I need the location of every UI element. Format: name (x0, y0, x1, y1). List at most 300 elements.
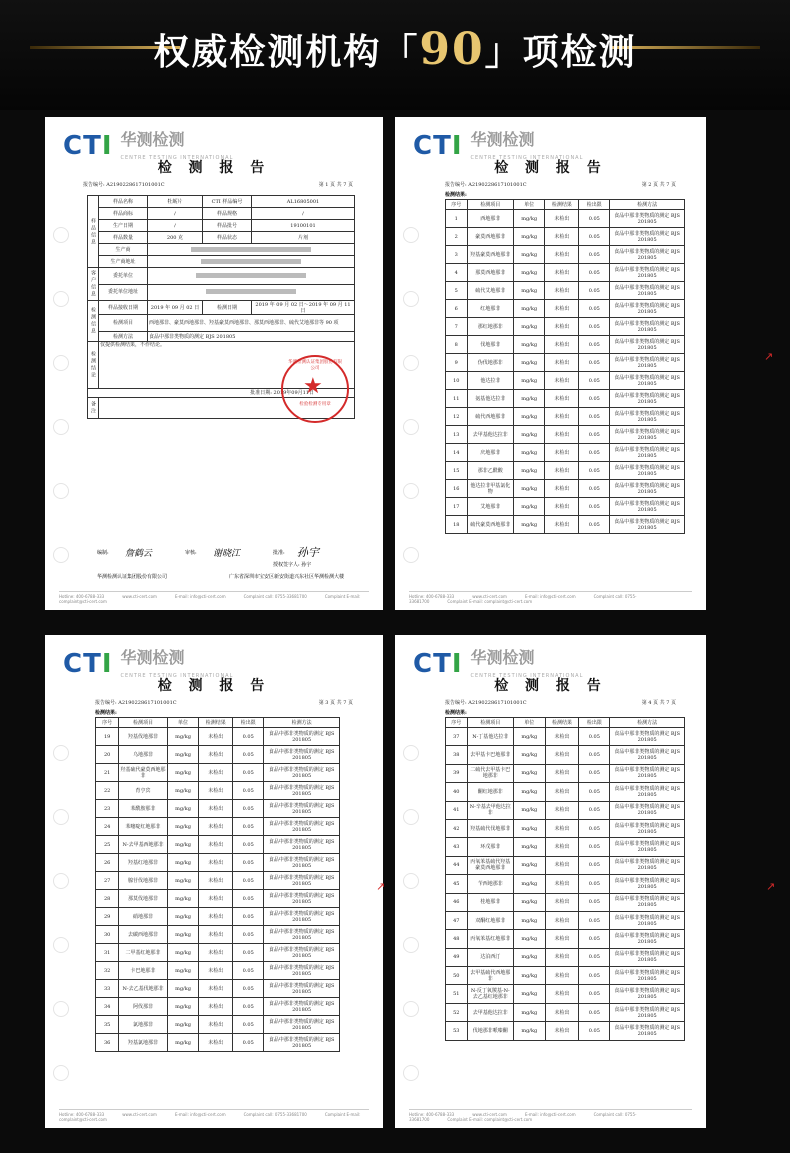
result-cell: 未检出 (199, 980, 233, 998)
watermark-icon (403, 419, 419, 435)
signer-name: 授权签字人: 孙宇 (273, 562, 312, 568)
unit-cell: mg/kg (513, 426, 544, 444)
table-header-row (446, 200, 685, 210)
item-number: 37 (446, 728, 468, 746)
method-cell: 食品中那非类物质的测定 BJS 201805 (610, 911, 685, 929)
unit-cell: mg/kg (514, 1003, 545, 1021)
field-label: 生产商地址 (99, 256, 148, 268)
limit-cell: 0.05 (579, 408, 610, 426)
item-name: 西地那非 (467, 210, 513, 228)
report-number: 报告编号: A2190228617101001C (95, 700, 177, 706)
item-name: 去甲基他达拉非 (467, 426, 513, 444)
unit-cell: mg/kg (514, 875, 545, 893)
method-cell: 食品中那非类物质的测定 BJS 201805 (610, 801, 685, 819)
column-header: 检测结果 (199, 718, 233, 728)
unit-cell: mg/kg (514, 764, 545, 782)
result-cell: 未检出 (545, 801, 579, 819)
unit-cell: mg/kg (167, 944, 199, 962)
item-name: 红地那非 (467, 300, 513, 318)
method-cell: 食品中那非类物质的测定 BJS 201805 (264, 872, 340, 890)
unit-cell: mg/kg (167, 782, 199, 800)
item-name: 去甲基他达拉非 (467, 1003, 514, 1021)
result-cell: 未检出 (545, 480, 579, 498)
report-number: 报告编号: A2190228617101001C (83, 182, 165, 188)
field-value: 2019 年 09 月 02 日 (148, 301, 203, 315)
table-row (446, 985, 685, 1003)
unit-cell: mg/kg (167, 980, 199, 998)
item-number: 39 (446, 764, 468, 782)
unit-cell: mg/kg (167, 836, 199, 854)
side-decoration-icon: ↗ (376, 880, 386, 893)
result-cell: 未检出 (545, 390, 579, 408)
unit-cell: mg/kg (513, 444, 544, 462)
cti-logo-cn: 华测检测 CENTRE TESTING INTERNATIONAL (471, 131, 584, 167)
official-stamp (281, 355, 349, 423)
limit-cell: 0.05 (233, 818, 264, 836)
column-header: 序号 (446, 200, 468, 210)
table-row (446, 246, 685, 264)
reviewer-label: 审核: (185, 550, 197, 556)
column-header: 检出限 (579, 200, 610, 210)
redacted-block (191, 247, 311, 252)
item-name: 伪伐地那非 (467, 354, 513, 372)
column-header: 检测项目 (467, 200, 513, 210)
field-value: 片剂 (252, 232, 355, 244)
item-number: 34 (96, 998, 119, 1016)
redacted-block (196, 273, 306, 278)
table-row (446, 318, 685, 336)
side-decoration-icon: ↗ (764, 350, 774, 363)
field-label: 样品数量 (99, 232, 148, 244)
table-row (446, 838, 685, 856)
unit-cell: mg/kg (167, 998, 199, 1016)
unit-cell: mg/kg (513, 246, 544, 264)
limit-cell: 0.05 (233, 1034, 264, 1052)
method-cell: 食品中那非类物质的测定 BJS 201805 (610, 246, 685, 264)
item-name: 羟基豪莫西地那非 (467, 246, 513, 264)
report-page-2 (395, 117, 706, 610)
item-number: 52 (446, 1003, 468, 1021)
result-cell: 未检出 (545, 246, 579, 264)
limit-cell: 0.05 (233, 872, 264, 890)
cti-logo-cn: 华测检测 CENTRE TESTING INTERNATIONAL (471, 649, 584, 685)
column-header: 检测项目 (467, 718, 514, 728)
unit-cell: mg/kg (513, 480, 544, 498)
field-label: CTI 样品编号 (203, 196, 252, 208)
watermark-icon (403, 227, 419, 243)
unit-cell: mg/kg (513, 390, 544, 408)
method-cell: 食品中那非类物质的测定 BJS 201805 (610, 462, 685, 480)
result-cell: 未检出 (199, 908, 233, 926)
cti-logo-cn: 华测检测 CENTRE TESTING INTERNATIONAL (121, 131, 234, 167)
watermark-icon (403, 873, 419, 889)
editor-label: 编制: (97, 550, 109, 556)
unit-cell: mg/kg (167, 1034, 199, 1052)
item-name: N-去乙基伐地那非 (119, 980, 167, 998)
limit-cell: 0.05 (579, 728, 610, 746)
table-row (96, 836, 340, 854)
result-cell: 未检出 (545, 498, 579, 516)
item-name: 苯酰胺那非 (119, 800, 167, 818)
column-header: 检测方法 (610, 718, 685, 728)
unit-cell: mg/kg (513, 210, 544, 228)
limit-cell: 0.05 (579, 444, 610, 462)
unit-cell: mg/kg (514, 819, 545, 837)
table-row (96, 1034, 340, 1052)
unit-cell: mg/kg (514, 893, 545, 911)
method-cell: 食品中那非类物质的测定 BJS 201805 (264, 764, 340, 782)
method-cell: 食品中那非类物质的测定 BJS 201805 (610, 408, 685, 426)
column-header: 序号 (446, 718, 468, 728)
item-name: 羟基硫代伐地那非 (467, 819, 514, 837)
table-row (446, 893, 685, 911)
method-cell: 食品中那非类物质的测定 BJS 201805 (610, 264, 685, 282)
table-row (446, 210, 685, 228)
item-number: 26 (96, 854, 119, 872)
limit-cell: 0.05 (579, 462, 610, 480)
method-cell: 食品中那非类物质的测定 BJS 201805 (610, 1022, 685, 1040)
table-row (446, 911, 685, 929)
limit-cell: 0.05 (579, 1022, 610, 1040)
limit-cell: 0.05 (233, 782, 264, 800)
table-row (88, 284, 355, 301)
table-row (96, 908, 340, 926)
column-header: 检测方法 (610, 200, 685, 210)
unit-cell: mg/kg (167, 926, 199, 944)
cti-logo-mark: CTI (413, 131, 463, 161)
watermark-icon (53, 1065, 69, 1081)
method-cell: 食品中那非类物质的测定 BJS 201805 (610, 1003, 685, 1021)
unit-cell: mg/kg (167, 728, 199, 746)
item-number: 50 (446, 967, 468, 985)
result-cell: 未检出 (545, 372, 579, 390)
watermark-icon (53, 291, 69, 307)
method-cell: 食品中那非类物质的测定 BJS 201805 (264, 1016, 340, 1034)
item-number: 20 (96, 746, 119, 764)
redacted-block (206, 289, 296, 294)
result-cell: 未检出 (199, 1016, 233, 1034)
table-row (88, 315, 355, 332)
unit-cell: mg/kg (167, 872, 199, 890)
banner-title (0, 24, 790, 75)
result-cell: 未检出 (545, 300, 579, 318)
editor-signature: 詹鹤云 (125, 549, 153, 559)
limit-cell: 0.05 (233, 980, 264, 998)
result-cell: 未检出 (199, 764, 233, 782)
unit-cell: mg/kg (514, 911, 545, 929)
redacted-value (148, 284, 355, 301)
item-name: 育亨宾 (119, 782, 167, 800)
result-cell: 未检出 (545, 911, 579, 929)
group-label-remark: 备注 (88, 398, 99, 419)
report-page-4 (395, 635, 706, 1128)
unit-cell: mg/kg (513, 462, 544, 480)
item-name: 那红地那非 (467, 318, 513, 336)
column-header: 检测结果 (545, 718, 579, 728)
result-cell: 未检出 (199, 818, 233, 836)
result-cell: 未检出 (545, 516, 579, 534)
limit-cell: 0.05 (579, 764, 610, 782)
field-label: 生产日期 (99, 220, 148, 232)
result-cell: 未检出 (545, 728, 579, 746)
method-cell: 食品中那非类物质的测定 BJS 201805 (610, 372, 685, 390)
result-label: 检测结果: (95, 710, 117, 716)
page-footer: Hotline: 400-6788-333 www.cti-cert.com E-mail: info@cti-cert.com Complaint call: 0755-33681700 Complaint E-mail: complaint@cti-cert.com (59, 1109, 369, 1122)
limit-cell: 0.05 (579, 746, 610, 764)
group-label-test: 检测信息 (88, 301, 99, 342)
item-number: 36 (96, 1034, 119, 1052)
item-number: 24 (96, 818, 119, 836)
column-header: 单位 (167, 718, 199, 728)
unit-cell: mg/kg (513, 372, 544, 390)
unit-cell: mg/kg (167, 764, 199, 782)
banner-title-post: 」项检测 (484, 32, 637, 73)
watermark-icon (53, 937, 69, 953)
item-number: 30 (96, 926, 119, 944)
table-row (88, 244, 355, 256)
table-row (446, 462, 685, 480)
table-row (446, 498, 685, 516)
watermark-icon (53, 547, 69, 563)
unit-cell: mg/kg (514, 801, 545, 819)
report-number: 报告编号: A2190228617101001C (445, 182, 527, 188)
result-cell: 未检出 (199, 962, 233, 980)
method-cell: 食品中那非类物质的测定 BJS 201805 (610, 783, 685, 801)
page-number: 第 1 页 共 7 页 (318, 182, 353, 188)
method-cell: 食品中那非类物质的测定 BJS 201805 (264, 998, 340, 1016)
result-cell: 未检出 (199, 998, 233, 1016)
result-cell: 未检出 (545, 838, 579, 856)
unit-cell: mg/kg (514, 856, 545, 874)
item-name: 卡巴地那非 (119, 962, 167, 980)
report-number: 报告编号: A2190228617101001C (445, 700, 527, 706)
watermark-icon (53, 745, 69, 761)
limit-cell: 0.05 (233, 854, 264, 872)
item-number: 38 (446, 746, 468, 764)
page-footer: Hotline: 400-6788-333 www.cti-cert.com E-mail: info@cti-cert.com Complaint call: 0755-33681700 Complaint E-mail: complaint@cti-cert.com (409, 1109, 692, 1122)
item-name: 那莫西地那非 (467, 264, 513, 282)
result-cell: 未检出 (545, 948, 579, 966)
table-row (96, 890, 340, 908)
table-row (96, 926, 340, 944)
watermark-icon (53, 809, 69, 825)
method-cell: 食品中那非类物质的测定 BJS 201805 (264, 800, 340, 818)
unit-cell: mg/kg (167, 746, 199, 764)
limit-cell: 0.05 (579, 210, 610, 228)
method-cell: 食品中那非类物质的测定 BJS 201805 (264, 782, 340, 800)
method-cell: 食品中那非类物质的测定 BJS 201805 (610, 728, 685, 746)
item-name: 酮红地那非 (467, 783, 514, 801)
table-row (446, 264, 685, 282)
unit-cell: mg/kg (167, 818, 199, 836)
field-label: 样品批号 (203, 220, 252, 232)
cti-logo-en: CENTRE TESTING INTERNATIONAL (470, 155, 584, 161)
item-number: 29 (96, 908, 119, 926)
report-meta (445, 181, 676, 188)
page-footer: Hotline: 400-6788-333 www.cti-cert.com E-mail: info@cti-cert.com Complaint call: 0755-33681700 Complaint E-mail: complaint@cti-cert.com (59, 591, 369, 604)
item-number: 11 (446, 390, 468, 408)
table-row (446, 336, 685, 354)
page-number: 第 3 页 共 7 页 (318, 700, 353, 706)
result-cell: 未检出 (199, 782, 233, 800)
limit-cell: 0.05 (233, 746, 264, 764)
limit-cell: 0.05 (579, 875, 610, 893)
item-number: 22 (96, 782, 119, 800)
cti-logo-en: CENTRE TESTING INTERNATIONAL (120, 155, 234, 161)
result-cell: 未检出 (199, 728, 233, 746)
unit-cell: mg/kg (167, 890, 199, 908)
table-row (446, 354, 685, 372)
results-table (445, 717, 685, 1041)
cti-logo-mark: CTI (413, 649, 463, 679)
watermark-icon (403, 1065, 419, 1081)
table-row (446, 282, 685, 300)
result-cell: 未检出 (545, 875, 579, 893)
method-cell: 食品中那非类物质的测定 BJS 201805 (610, 480, 685, 498)
method-cell: 食品中那非类物质的测定 BJS 201805 (610, 282, 685, 300)
company-name: 华测检测认证集团股份有限公司 (97, 574, 168, 580)
limit-cell: 0.05 (233, 998, 264, 1016)
item-name: 他达拉非甲基氯化物 (467, 480, 513, 498)
conclusion-text: 仅提供检测结果，不作结论。 (99, 342, 355, 389)
item-name: 阿伐那非 (119, 998, 167, 1016)
method-cell: 食品中那非类物质的测定 BJS 201805 (610, 354, 685, 372)
result-cell: 未检出 (545, 819, 579, 837)
unit-cell: mg/kg (514, 948, 545, 966)
table-row (446, 801, 685, 819)
column-header: 检测方法 (264, 718, 340, 728)
watermark-icon (403, 483, 419, 499)
item-number: 45 (446, 875, 468, 893)
redacted-value (148, 256, 355, 268)
watermark-icon (53, 873, 69, 889)
unit-cell: mg/kg (513, 336, 544, 354)
field-value: / (252, 208, 355, 220)
field-value: 200 克 (148, 232, 203, 244)
item-name: 苯噻啶红地那非 (119, 818, 167, 836)
table-row (446, 390, 685, 408)
method-cell: 食品中那非类物质的测定 BJS 201805 (264, 746, 340, 764)
item-number: 27 (96, 872, 119, 890)
table-row (96, 746, 340, 764)
item-number: 7 (446, 318, 468, 336)
item-name: 羟基红地那非 (119, 854, 167, 872)
limit-cell: 0.05 (579, 856, 610, 874)
table-row (96, 980, 340, 998)
result-cell: 未检出 (545, 1022, 579, 1040)
limit-cell: 0.05 (579, 264, 610, 282)
item-name: 乌地那非 (119, 746, 167, 764)
table-row (446, 819, 685, 837)
cti-logo-mark: CTI (63, 131, 113, 161)
item-name: 庆地那非 (467, 444, 513, 462)
item-name: 丙氧苯基硫代羟基豪莫西地那非 (467, 856, 514, 874)
method-cell: 食品中那非类物质的测定 BJS 201805 (610, 390, 685, 408)
limit-cell: 0.05 (233, 764, 264, 782)
table-row (446, 480, 685, 498)
item-number: 33 (96, 980, 119, 998)
result-cell: 未检出 (545, 264, 579, 282)
result-cell: 未检出 (199, 800, 233, 818)
result-cell: 未检出 (545, 783, 579, 801)
table-row (446, 967, 685, 985)
limit-cell: 0.05 (233, 962, 264, 980)
method-cell: 食品中那非类物质的测定 BJS 201805 (610, 746, 685, 764)
limit-cell: 0.05 (233, 890, 264, 908)
item-name: 二硫代去甲基卡巴地那非 (467, 764, 514, 782)
item-name: 豪莫西地那非 (467, 228, 513, 246)
cti-logo-mark: CTI (63, 649, 113, 679)
table-row (446, 444, 685, 462)
item-number: 5 (446, 282, 468, 300)
method-cell: 食品中那非类物质的测定 BJS 201805 (610, 819, 685, 837)
unit-cell: mg/kg (513, 516, 544, 534)
result-cell: 未检出 (545, 354, 579, 372)
item-number: 40 (446, 783, 468, 801)
table-row (96, 782, 340, 800)
page-number: 第 2 页 共 7 页 (641, 182, 676, 188)
field-value: / (148, 208, 203, 220)
table-header-row (446, 718, 685, 728)
unit-cell: mg/kg (513, 228, 544, 246)
item-name: 达泊西汀 (467, 948, 514, 966)
unit-cell: mg/kg (513, 282, 544, 300)
results-table (95, 717, 340, 1052)
item-number: 28 (96, 890, 119, 908)
method-cell: 食品中那非类物质的测定 BJS 201805 (264, 962, 340, 980)
table-row (96, 998, 340, 1016)
result-cell: 未检出 (545, 408, 579, 426)
limit-cell: 0.05 (233, 836, 264, 854)
watermark-icon (53, 227, 69, 243)
limit-cell: 0.05 (233, 728, 264, 746)
item-name: 硫代西地那非 (467, 408, 513, 426)
limit-cell: 0.05 (579, 911, 610, 929)
banner-title-pre: 权威检测机构「 (153, 32, 420, 73)
column-header: 单位 (513, 200, 544, 210)
item-number: 17 (446, 498, 468, 516)
item-number: 6 (446, 300, 468, 318)
cti-logo-en: CENTRE TESTING INTERNATIONAL (470, 673, 584, 679)
table-row (446, 1003, 685, 1021)
limit-cell: 0.05 (579, 985, 610, 1003)
item-number: 42 (446, 819, 468, 837)
unit-cell: mg/kg (167, 1016, 199, 1034)
item-number: 23 (96, 800, 119, 818)
limit-cell: 0.05 (579, 498, 610, 516)
unit-cell: mg/kg (514, 746, 545, 764)
method-cell: 食品中那非类物质的测定 BJS 201805 (610, 764, 685, 782)
method-cell: 食品中那非类物质的测定 BJS 201805 (610, 930, 685, 948)
item-number: 18 (446, 516, 468, 534)
limit-cell: 0.05 (579, 318, 610, 336)
item-number: 9 (446, 354, 468, 372)
table-row (446, 746, 685, 764)
watermark-icon (403, 355, 419, 371)
approver-signature: 孙宇 (297, 546, 319, 559)
table-row (446, 516, 685, 534)
approve-date-row: 批准日期: 2019年09月11日 (88, 389, 355, 398)
group-label-conclusion: 检测结论 (88, 342, 99, 389)
method-cell: 食品中那非类物质的测定 BJS 201805 (610, 300, 685, 318)
report-page-1 (45, 117, 383, 610)
item-name: 伐地那非 (467, 336, 513, 354)
item-number: 10 (446, 372, 468, 390)
method-cell: 食品中那非类物质的测定 BJS 201805 (610, 838, 685, 856)
report-meta (83, 181, 353, 188)
method-cell: 食品中那非类物质的测定 BJS 201805 (610, 228, 685, 246)
report-page-3 (45, 635, 386, 1128)
